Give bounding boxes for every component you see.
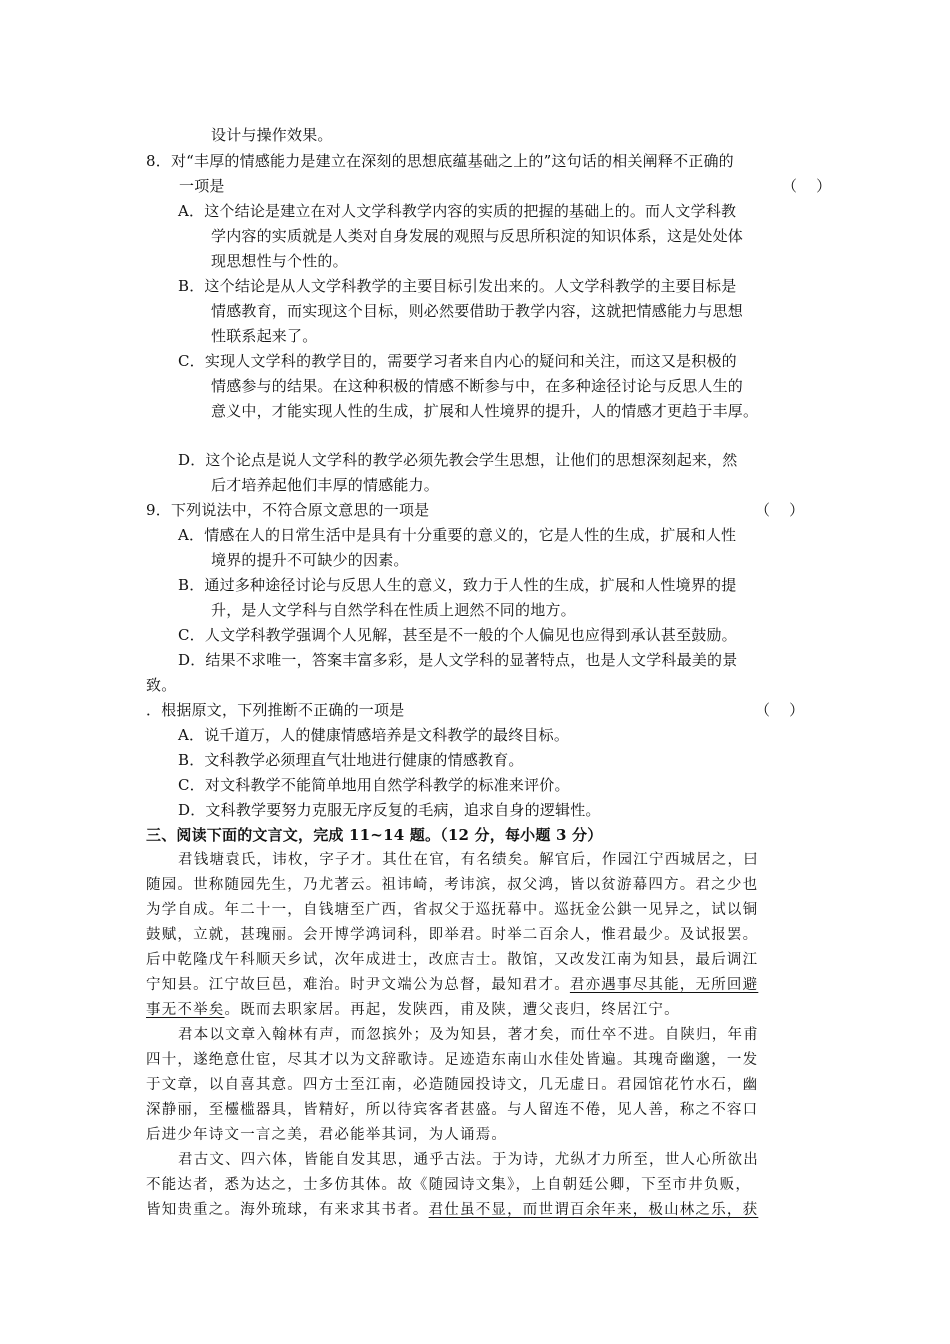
passage-line: 君古文、四六体，皆能自发其思，通乎古法。于为诗，尤纵才力所至，世人心所欲出 [178, 1152, 759, 1168]
text-line: 情感参与的结果。在这种积极的情感不断参与中，在多种途径讨论与反思人生的 [211, 377, 744, 395]
text-line: 设计与操作效果。 [211, 126, 333, 144]
option-a: A．说千道万，人的健康情感培养是文科教学的最终目标。 [178, 726, 570, 744]
option-c: C．实现人文学科的教学目的，需要学习者来自内心的疑问和关注，而这又是积极的 [178, 352, 737, 370]
passage-line: 不能达者，悉为达之，士多仿其体。故《随园诗文集》，上自朝廷公卿，下至市井负贩， [146, 1177, 752, 1193]
passage-line: 随园。世称随园先生，乃尤著云。祖讳崎，考讳滨，叔父鸿，皆以贫游幕四方。君之少也 [146, 877, 759, 893]
text-line: 学内容的实质就是人类对自身发展的观照与反思所积淀的知识体系，这是处处体 [211, 227, 744, 245]
option-d: D．结果不求唯一，答案丰富多彩，是人文学科的显著特点，也是人文学科最美的景 [178, 651, 738, 669]
option-b: B．通过多种途径讨论与反思人生的意义，致力于人性的生成，扩展和人性境界的提 [178, 576, 737, 594]
option-c: C．人文学科教学强调个人见解，甚至是不一般的个人偏见也应得到承认甚至鼓励。 [178, 626, 737, 644]
passage-line: 鼓赋，立就，甚瑰丽。会开博学鸿词科，即举君。时举二百余人，惟君最少。及试报罢。 [146, 927, 759, 943]
passage-text: 。既而去职家居。再起，发陕西，甫及陕，遭父丧归，终居江宁。 [224, 1002, 680, 1018]
question-9: 9．下列说法中，不符合原文意思的一项是 [146, 501, 430, 519]
passage-line: 四十，遂绝意仕宦，尽其才以为文辞歌诗。足迹造东南山水佳处皆遍。其瑰奇幽邈，一发 [146, 1052, 759, 1068]
passage-line: 于文章，以自喜其意。四方士至江南，必造随园投诗文，几无虚日。君园馆花竹水石，幽 [146, 1077, 759, 1093]
passage-line: 君钱塘袁氏，讳枚，字子才。其仕在官，有名绩矣。解官后，作园江宁西城居之，曰 [178, 852, 759, 868]
answer-paren: （ ） [755, 701, 805, 719]
passage-line [146, 1200, 758, 1220]
answer-paren: （ ） [755, 501, 805, 519]
text-line: 情感教育，而实现这个目标，则必然要借助于教学内容，这就把情感能力与思想 [211, 302, 744, 320]
text-line: 性联系起来了。 [211, 327, 318, 345]
underlined-sentence: 君亦遇事尽其能，无所回避 [569, 977, 759, 993]
question-10: ．根据原文，下列推断不正确的一项是 [146, 701, 405, 719]
passage-text: 皆知贵重之。海外琉球，有来求其书者。 [146, 1202, 429, 1218]
text-line: 意义中，才能实现人性的生成，扩展和人性境界的提升，人的情感才更趋于丰厚。 [211, 402, 759, 420]
passage-line [146, 975, 758, 995]
text-line: 致。 [146, 676, 177, 694]
text-line: 后才培养起他们丰厚的情感能力。 [211, 476, 440, 494]
passage-line: 后进少年诗文一言之美，君必能举其词，为人诵焉。 [146, 1127, 508, 1143]
section-heading: 三、阅读下面的文言文，完成 11~14 题。（12 分，每小题 3 分） [146, 826, 603, 844]
passage-line: 深静丽，至欞槛器具，皆精好，所以待宾客者甚盛。与人留连不倦，见人善，称之不容口 [146, 1102, 759, 1118]
text-line: 升，是人文学科与自然学科在性质上迥然不同的地方。 [211, 601, 576, 619]
option-d: D．文科教学要努力克服无序反复的毛病，追求自身的逻辑性。 [178, 801, 601, 819]
option-c: C．对文科教学不能简单地用自然学科教学的标准来评价。 [178, 776, 570, 794]
passage-line: 后中乾隆戊午科顺天乡试，次年成进士，改庶吉士。散馆，又改发江南为知县，最后调江 [146, 952, 759, 968]
option-b: B．这个结论是从人文学科教学的主要目标引发出来的。人文学科教学的主要目标是 [178, 277, 737, 295]
passage-line [146, 1000, 680, 1020]
passage-line: 为学自成。年二十一，自钱塘至广西，省叔父于巡抚幕中。巡抚金公鉷一见异之，试以铜 [146, 902, 759, 918]
option-a: A．这个结论是建立在对人文学科教学内容的实质的把握的基础上的。而人文学科教 [178, 202, 737, 220]
underlined-sentence: 事无不举矣 [146, 1002, 225, 1018]
passage-text: 宁知县。江宁故巨邑，难治。时尹文端公为总督，最知君才。 [146, 977, 570, 993]
text-line: 现思想性与个性的。 [211, 252, 348, 270]
option-d: D．这个论点是说人文学科的教学必须先教会学生思想，让他们的思想深刻起来，然 [178, 451, 738, 469]
underlined-sentence: 君仕虽不显，而世谓百余年来，极山林之乐，获 [428, 1202, 759, 1218]
option-b: B．文科教学必须理直气壮地进行健康的情感教育。 [178, 751, 524, 769]
text-line: 一项是 [179, 177, 225, 195]
passage-line: 君本以文章入翰林有声，而忽摈外；及为知县，著才矣，而仕卒不进。自陕归，年甫 [178, 1027, 759, 1043]
text-line: 境界的提升不可缺少的因素。 [211, 551, 409, 569]
option-a: A．情感在人的日常生活中是具有十分重要的意义的，它是人性的生成，扩展和人性 [178, 526, 737, 544]
question-8: 8．对“丰厚的情感能力是建立在深刻的思想底蕴基础之上的”这句话的相关阐释不正确的 [146, 152, 734, 170]
answer-paren: （ ） [782, 177, 832, 195]
